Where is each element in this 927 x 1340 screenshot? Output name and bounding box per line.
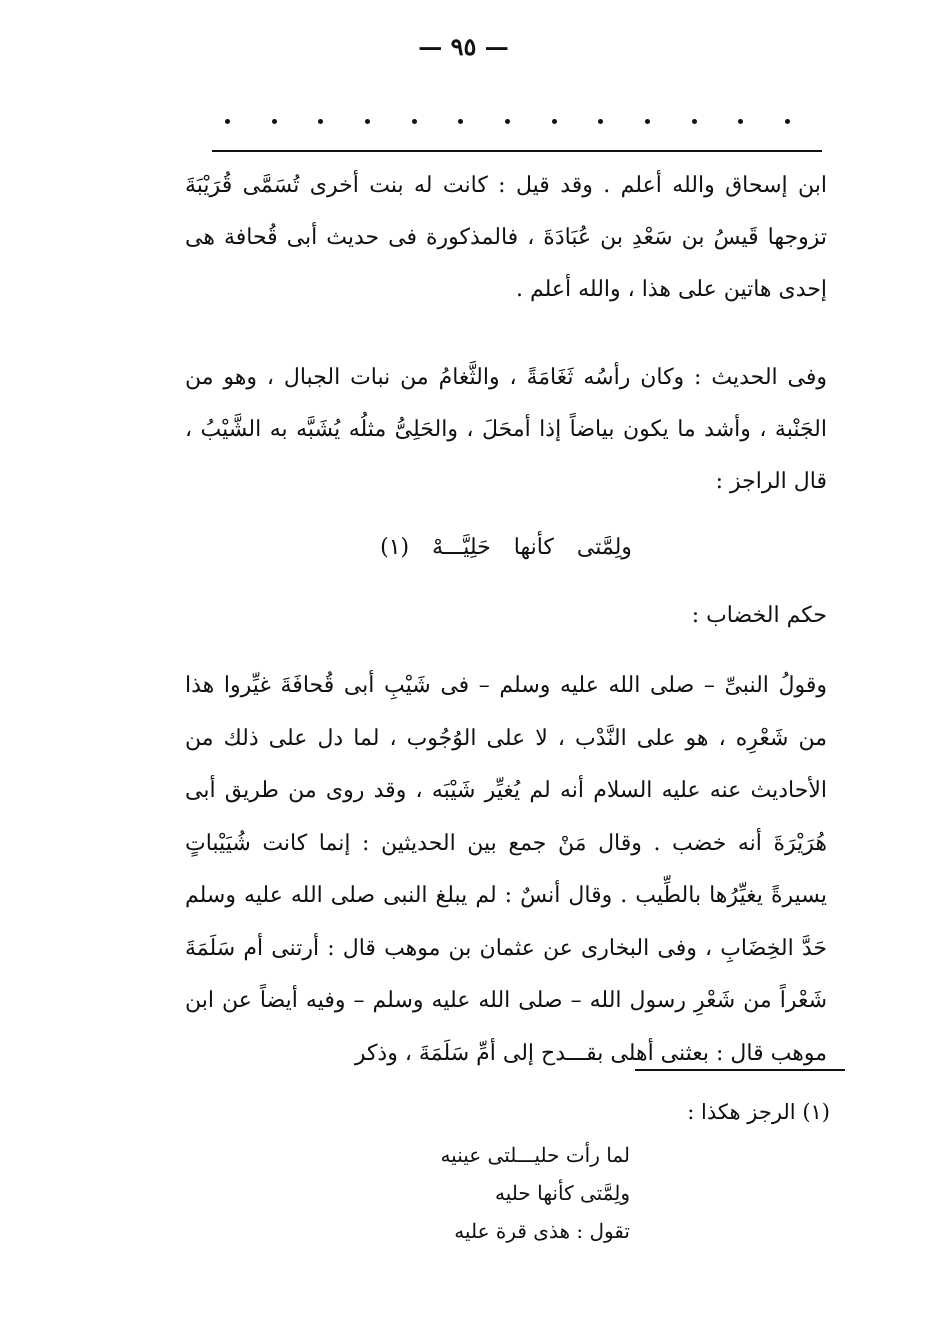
ornament-dot — [505, 119, 510, 124]
ornament-dot — [692, 119, 697, 124]
footnote-rule — [635, 1069, 845, 1071]
header-rule — [212, 150, 822, 152]
ornament-dot — [318, 119, 323, 124]
ornament-dot — [225, 119, 230, 124]
paragraph-2: وفى الحديث : وكان رأسُه ثَغَامَةً ، والثَّغامُ من نبات الجبال ، وهو من الجَنْبة ، وأشد ما يكون بياضاً إذا أمحَلَ ، والحَلِىُّ مثلُه يُشَبَّه به الشَّيْبُ ، قال الراجز : — [185, 365, 827, 494]
section-heading: حكم الخضاب : — [691, 603, 827, 628]
ornament-dot — [598, 119, 603, 124]
ornament-dot — [412, 119, 417, 124]
footnote-verses — [300, 1136, 630, 1250]
ornament-dot — [552, 119, 557, 124]
footnote-label: (١) الرجز هكذا : — [687, 1100, 830, 1124]
paragraph-3: وقولُ النبىِّ – صلى الله عليه وسلم – فى شَيْبِ أبى قُحافَةَ غيِّروا هذا من شَعْرِه ، هو على النَّدْب ، لا على الوُجُوب ، لما دل على ذلك من الأحاديث عنه عليه السلام أنه لم يُغيِّر شَيْبَه ، وقد روى من طريق أبى هُرَيْرَةَ أنه خضب . وقال مَنْ جمع بين الحديثين : إنما كانت شُيَيْباتٍ يسيرةً يغيِّرُها بالطِّيب . وقال أنسٌ : لم يبلغ النبى صلى الله عليه وسلم حَدَّ الخِضَابِ ، وفى البخارى عن عثمان بن موهب قال : أرتنى أم سَلَمَةَ شَعْراً من شَعْرِ رسول الله – صلى الله عليه وسلم – وفيه أيضاً عن ابن موهب قال : بعثنى أهلى بقـــدح إلى أمِّ سَلَمَةَ ، وذكر — [185, 673, 827, 1066]
ornament-dot — [458, 119, 463, 124]
ornament-dot — [785, 119, 790, 124]
decorative-dot-row — [225, 113, 790, 129]
ornament-dot — [365, 119, 370, 124]
paragraph-1: ابن إسحاق والله أعلم . وقد قيل : كانت له بنت أخرى تُسَمَّى قُرَيْبَةَ تزوجها قَيسُ بن سَعْدِ بن عُبَادَةَ ، فالمذكورة فى حديث أبى قُحافة هى إحدى هاتين على هذا ، والله أعلم . — [185, 173, 827, 302]
footnote-verse: لما رأت حليـــلتى عينيه — [440, 1143, 630, 1167]
ornament-dot — [738, 119, 743, 124]
ornament-dot — [645, 119, 650, 124]
footnote-verse: تقول : هذى قرة عليه — [454, 1219, 630, 1243]
ornament-dot — [272, 119, 277, 124]
verse-line: ولِمَّتى كأنها حَلِيَّـــهْ (١) — [380, 535, 632, 560]
footnote-verse: ولِمَّتى كأنها حليه — [495, 1181, 630, 1205]
page-number: — ٩٥ — — [418, 32, 509, 61]
